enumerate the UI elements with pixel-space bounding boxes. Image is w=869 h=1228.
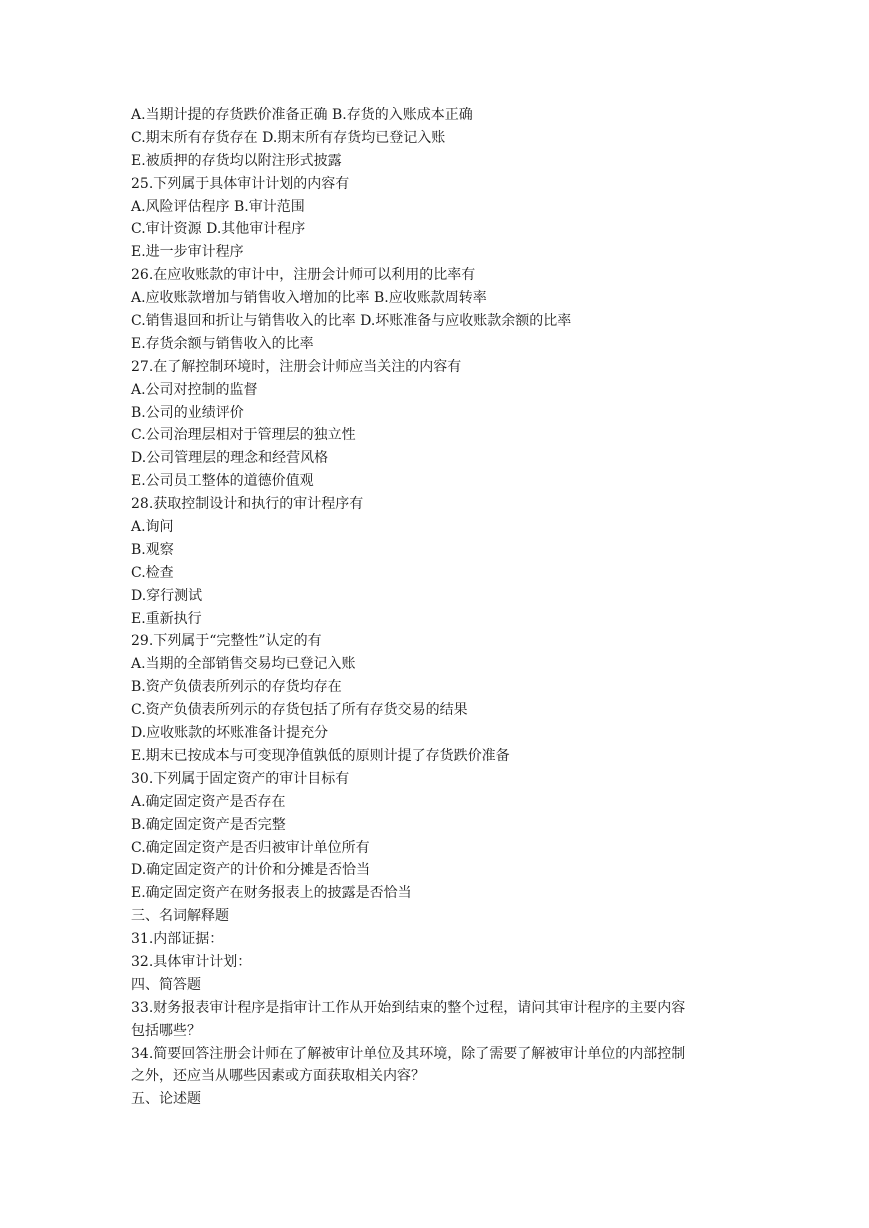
text-line: E.被质押的存货均以附注形式披露 xyxy=(131,152,342,169)
text-line: B.公司的业绩评价 xyxy=(131,404,244,421)
question-33: 33.财务报表审计程序是指审计工作从开始到结束的整个过程，请问其审计程序的主要内容 xyxy=(131,999,686,1016)
question-27: 27.在了解控制环境时，注册会计师应当关注的内容有 xyxy=(131,358,462,375)
question-30: 30.下列属于固定资产的审计目标有 xyxy=(131,770,350,787)
section-heading-3: 三、名词解释题 xyxy=(131,908,229,925)
text-line: A.确定固定资产是否存在 xyxy=(131,793,286,810)
text-line: E.确定固定资产在财务报表上的披露是否恰当 xyxy=(131,885,412,902)
question-31: 31.内部证据： xyxy=(131,931,224,948)
text-line: B.资产负债表所列示的存货均存在 xyxy=(131,679,342,696)
text-line: C.期末所有存货存在 D.期末所有存货均已登记入账 xyxy=(131,129,446,146)
text-line: B.确定固定资产是否完整 xyxy=(131,816,286,833)
text-line: C.检查 xyxy=(131,564,174,581)
question-28: 28.获取控制设计和执行的审计程序有 xyxy=(131,496,364,513)
text-line: 包括哪些？ xyxy=(131,1022,201,1039)
text-line: A.当期计提的存货跌价准备正确 B.存货的入账成本正确 xyxy=(131,107,473,123)
question-29: 29.下列属于“完整性”认定的有 xyxy=(131,633,322,650)
document-body xyxy=(131,104,771,1111)
text-line: C.资产负债表所列示的存货包括了所有存货交易的结果 xyxy=(131,702,468,719)
section-heading-4: 四、简答题 xyxy=(131,976,201,993)
text-line: A.询问 xyxy=(131,519,174,536)
text-line: C.销售退回和折让与销售收入的比率 D.坏账准备与应收账款余额的比率 xyxy=(131,313,572,330)
text-line: D.应收账款的坏账准备计提充分 xyxy=(131,725,329,742)
text-line: E.公司员工整体的道德价值观 xyxy=(131,473,314,490)
text-line: C.公司治理层相对于管理层的独立性 xyxy=(131,427,356,444)
question-26: 26.在应收账款的审计中，注册会计师可以利用的比率有 xyxy=(131,267,476,284)
text-line: A.应收账款增加与销售收入增加的比率 B.应收账款周转率 xyxy=(131,290,487,307)
text-line: A.当期的全部销售交易均已登记入账 xyxy=(131,656,356,673)
text-line: E.进一步审计程序 xyxy=(131,244,244,261)
text-line: C.确定固定资产是否归被审计单位所有 xyxy=(131,839,370,856)
text-line: D.穿行测试 xyxy=(131,587,203,604)
text-line: 之外，还应当从哪些因素或方面获取相关内容？ xyxy=(131,1068,425,1085)
text-line: B.观察 xyxy=(131,541,174,558)
text-line: E.存货余额与销售收入的比率 xyxy=(131,335,314,352)
question-25: 25.下列属于具体审计计划的内容有 xyxy=(131,175,350,192)
text-line: E.重新执行 xyxy=(131,610,202,627)
text-line: A.风险评估程序 B.审计范围 xyxy=(131,198,305,215)
text-line: D.公司管理层的理念和经营风格 xyxy=(131,450,329,467)
question-32: 32.具体审计计划： xyxy=(131,953,252,970)
section-heading-5: 五、论述题 xyxy=(131,1091,201,1108)
text-line: E.期末已按成本与可变现净值孰低的原则计提了存货跌价准备 xyxy=(131,747,510,764)
text-line: D.确定固定资产的计价和分摊是否恰当 xyxy=(131,862,371,879)
text-line: A.公司对控制的监督 xyxy=(131,381,258,398)
question-34: 34.简要回答注册会计师在了解被审计单位及其环境，除了需要了解被审计单位的内部控制 xyxy=(131,1045,686,1062)
text-line: C.审计资源 D.其他审计程序 xyxy=(131,221,306,238)
